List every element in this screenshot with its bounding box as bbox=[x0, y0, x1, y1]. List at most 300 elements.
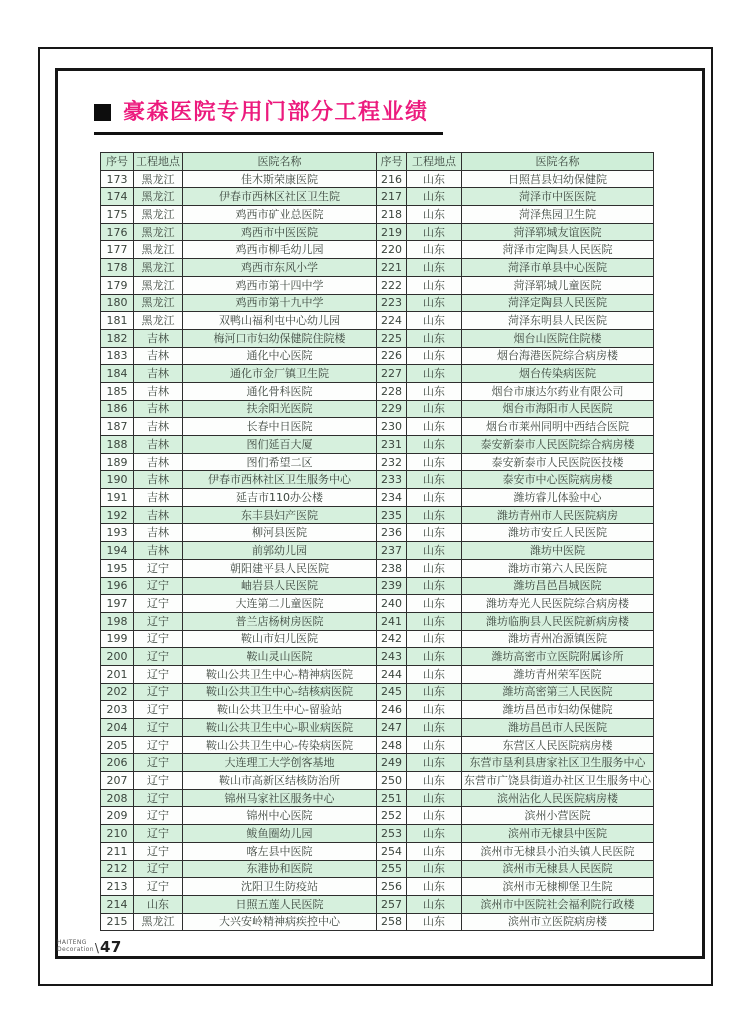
seq-cell: 186 bbox=[101, 400, 134, 418]
hospital-name-cell: 潍坊昌邑市妇幼保健院 bbox=[462, 701, 654, 719]
location-cell: 辽宁 bbox=[134, 577, 183, 595]
location-cell: 黑龙江 bbox=[134, 223, 183, 241]
seq-cell: 211 bbox=[101, 842, 134, 860]
location-cell: 山东 bbox=[407, 860, 462, 878]
hospital-name-cell: 滨州市中医院社会福利院行政楼 bbox=[462, 895, 654, 913]
seq-cell: 196 bbox=[101, 577, 134, 595]
seq-cell: 250 bbox=[377, 772, 407, 790]
seq-cell: 235 bbox=[377, 506, 407, 524]
location-cell: 黑龙江 bbox=[134, 188, 183, 206]
location-cell: 山东 bbox=[407, 825, 462, 843]
hospital-name-cell: 滨州市无棣县中医院 bbox=[462, 825, 654, 843]
table-row bbox=[101, 630, 654, 648]
location-cell: 山东 bbox=[407, 436, 462, 454]
location-cell: 山东 bbox=[407, 223, 462, 241]
seq-cell: 231 bbox=[377, 436, 407, 454]
location-cell: 黑龙江 bbox=[134, 294, 183, 312]
table-row bbox=[101, 489, 654, 507]
hospital-name-cell: 烟台海港医院综合病房楼 bbox=[462, 347, 654, 365]
seq-cell: 200 bbox=[101, 648, 134, 666]
hospital-name-cell: 潍坊市第六人民医院 bbox=[462, 559, 654, 577]
seq-cell: 214 bbox=[101, 895, 134, 913]
header-cell-seq: 序号 bbox=[377, 153, 407, 171]
seq-cell: 252 bbox=[377, 807, 407, 825]
location-cell: 辽宁 bbox=[134, 648, 183, 666]
seq-cell: 226 bbox=[377, 347, 407, 365]
hospital-name-cell: 菏泽定陶县人民医院 bbox=[462, 294, 654, 312]
table-row bbox=[101, 825, 654, 843]
table-row bbox=[101, 895, 654, 913]
seq-cell: 201 bbox=[101, 665, 134, 683]
hospital-name-cell: 泰安新泰市人民医院医技楼 bbox=[462, 453, 654, 471]
location-cell: 山东 bbox=[407, 772, 462, 790]
seq-cell: 243 bbox=[377, 648, 407, 666]
location-cell: 山东 bbox=[407, 400, 462, 418]
seq-cell: 240 bbox=[377, 595, 407, 613]
table-row bbox=[101, 559, 654, 577]
location-cell: 山东 bbox=[407, 719, 462, 737]
hospital-name-cell: 岫岩县人民医院 bbox=[183, 577, 377, 595]
seq-cell: 236 bbox=[377, 524, 407, 542]
table-row bbox=[101, 736, 654, 754]
hospital-name-cell: 菏泽市定陶县人民医院 bbox=[462, 241, 654, 259]
location-cell: 吉林 bbox=[134, 347, 183, 365]
hospital-name-cell: 烟台市海阳市人民医院 bbox=[462, 400, 654, 418]
header-cell-location: 工程地点 bbox=[134, 153, 183, 171]
seq-cell: 194 bbox=[101, 542, 134, 560]
seq-cell: 210 bbox=[101, 825, 134, 843]
hospital-name-cell: 鸡西市矿业总医院 bbox=[183, 206, 377, 224]
hospital-name-cell: 日照五莲人民医院 bbox=[183, 895, 377, 913]
location-cell: 山东 bbox=[407, 665, 462, 683]
location-cell: 山东 bbox=[407, 648, 462, 666]
location-cell: 山东 bbox=[407, 206, 462, 224]
seq-cell: 234 bbox=[377, 489, 407, 507]
hospital-name-cell: 潍坊高密市立医院附属诊所 bbox=[462, 648, 654, 666]
seq-cell: 190 bbox=[101, 471, 134, 489]
location-cell: 辽宁 bbox=[134, 559, 183, 577]
hospital-name-cell: 菏泽市单县中心医院 bbox=[462, 259, 654, 277]
location-cell: 辽宁 bbox=[134, 595, 183, 613]
location-cell: 吉林 bbox=[134, 436, 183, 454]
seq-cell: 209 bbox=[101, 807, 134, 825]
header-cell-hospital-name: 医院名称 bbox=[462, 153, 654, 171]
hospital-name-cell: 滨州沾化人民医院病房楼 bbox=[462, 789, 654, 807]
seq-cell: 175 bbox=[101, 206, 134, 224]
location-cell: 黑龙江 bbox=[134, 276, 183, 294]
seq-cell: 205 bbox=[101, 736, 134, 754]
table-row bbox=[101, 329, 654, 347]
hospital-name-cell: 鞍山公共卫生中心-精神病医院 bbox=[183, 665, 377, 683]
hospital-name-cell: 鸡西市东风小学 bbox=[183, 259, 377, 277]
table-row bbox=[101, 188, 654, 206]
location-cell: 山东 bbox=[407, 365, 462, 383]
hospital-name-cell: 菏泽东明县人民医院 bbox=[462, 312, 654, 330]
table-row bbox=[101, 842, 654, 860]
hospital-name-cell: 东丰县妇产医院 bbox=[183, 506, 377, 524]
table-row bbox=[101, 223, 654, 241]
hospital-name-cell: 潍坊临朐县人民医院新病房楼 bbox=[462, 612, 654, 630]
seq-cell: 176 bbox=[101, 223, 134, 241]
table-row bbox=[101, 542, 654, 560]
seq-cell: 178 bbox=[101, 259, 134, 277]
location-cell: 辽宁 bbox=[134, 612, 183, 630]
seq-cell: 208 bbox=[101, 789, 134, 807]
location-cell: 山东 bbox=[407, 347, 462, 365]
location-cell: 辽宁 bbox=[134, 719, 183, 737]
seq-cell: 221 bbox=[377, 259, 407, 277]
hospital-name-cell: 图们希望二区 bbox=[183, 453, 377, 471]
location-cell: 山东 bbox=[407, 294, 462, 312]
table-row bbox=[101, 365, 654, 383]
seq-cell: 197 bbox=[101, 595, 134, 613]
seq-cell: 213 bbox=[101, 878, 134, 896]
location-cell: 黑龙江 bbox=[134, 259, 183, 277]
table-row bbox=[101, 400, 654, 418]
hospital-name-cell: 通化中心医院 bbox=[183, 347, 377, 365]
location-cell: 山东 bbox=[407, 913, 462, 931]
seq-cell: 242 bbox=[377, 630, 407, 648]
hospital-name-cell: 鞍山公共卫生中心-传染病医院 bbox=[183, 736, 377, 754]
location-cell: 山东 bbox=[407, 807, 462, 825]
table-row bbox=[101, 453, 654, 471]
location-cell: 吉林 bbox=[134, 506, 183, 524]
seq-cell: 232 bbox=[377, 453, 407, 471]
projects-table bbox=[100, 152, 654, 931]
seq-cell: 207 bbox=[101, 772, 134, 790]
seq-cell: 203 bbox=[101, 701, 134, 719]
hospital-name-cell: 通化市金厂镇卫生院 bbox=[183, 365, 377, 383]
hospital-name-cell: 潍坊市安丘人民医院 bbox=[462, 524, 654, 542]
seq-cell: 177 bbox=[101, 241, 134, 259]
hospital-name-cell: 菏泽郓城友谊医院 bbox=[462, 223, 654, 241]
location-cell: 吉林 bbox=[134, 382, 183, 400]
hospital-name-cell: 烟台传染病医院 bbox=[462, 365, 654, 383]
hospital-name-cell: 泰安市中心医院病房楼 bbox=[462, 471, 654, 489]
seq-cell: 256 bbox=[377, 878, 407, 896]
seq-cell: 237 bbox=[377, 542, 407, 560]
hospital-name-cell: 烟台市康达尔药业有限公司 bbox=[462, 382, 654, 400]
page-title-block bbox=[94, 95, 443, 135]
location-cell: 辽宁 bbox=[134, 772, 183, 790]
hospital-name-cell: 伊春市西林社区卫生服务中心 bbox=[183, 471, 377, 489]
hospital-name-cell: 鸡西市第十四中学 bbox=[183, 276, 377, 294]
header-cell-hospital-name: 医院名称 bbox=[183, 153, 377, 171]
seq-cell: 219 bbox=[377, 223, 407, 241]
hospital-name-cell: 东营市广饶县街道办社区卫生服务中心 bbox=[462, 772, 654, 790]
seq-cell: 224 bbox=[377, 312, 407, 330]
table-row bbox=[101, 860, 654, 878]
table-row bbox=[101, 612, 654, 630]
location-cell: 黑龙江 bbox=[134, 241, 183, 259]
table-row bbox=[101, 789, 654, 807]
location-cell: 山东 bbox=[407, 471, 462, 489]
location-cell: 山东 bbox=[407, 453, 462, 471]
hospital-name-cell: 潍坊青州市人民医院病房 bbox=[462, 506, 654, 524]
table-row bbox=[101, 648, 654, 666]
table-row bbox=[101, 294, 654, 312]
table-row bbox=[101, 259, 654, 277]
table-row bbox=[101, 577, 654, 595]
location-cell: 山东 bbox=[407, 878, 462, 896]
hospital-name-cell: 沈阳卫生防疫站 bbox=[183, 878, 377, 896]
location-cell: 山东 bbox=[407, 895, 462, 913]
location-cell: 山东 bbox=[407, 542, 462, 560]
seq-cell: 198 bbox=[101, 612, 134, 630]
seq-cell: 258 bbox=[377, 913, 407, 931]
hospital-name-cell: 烟台山医院住院楼 bbox=[462, 329, 654, 347]
table-row bbox=[101, 276, 654, 294]
hospital-name-cell: 潍坊高密第三人民医院 bbox=[462, 683, 654, 701]
table-row bbox=[101, 312, 654, 330]
table-row bbox=[101, 418, 654, 436]
seq-cell: 204 bbox=[101, 719, 134, 737]
location-cell: 山东 bbox=[407, 188, 462, 206]
seq-cell: 245 bbox=[377, 683, 407, 701]
seq-cell: 218 bbox=[377, 206, 407, 224]
hospital-name-cell: 鞍山公共卫生中心-留验站 bbox=[183, 701, 377, 719]
seq-cell: 255 bbox=[377, 860, 407, 878]
seq-cell: 199 bbox=[101, 630, 134, 648]
hospital-name-cell: 通化骨科医院 bbox=[183, 382, 377, 400]
hospital-name-cell: 东营区人民医院病房楼 bbox=[462, 736, 654, 754]
hospital-name-cell: 双鸭山福利屯中心幼儿园 bbox=[183, 312, 377, 330]
location-cell: 山东 bbox=[407, 259, 462, 277]
projects-table-body bbox=[101, 170, 654, 931]
hospital-name-cell: 泰安新泰市人民医院综合病房楼 bbox=[462, 436, 654, 454]
hospital-name-cell: 鞍山市高新区结核防治所 bbox=[183, 772, 377, 790]
location-cell: 辽宁 bbox=[134, 665, 183, 683]
location-cell: 辽宁 bbox=[134, 630, 183, 648]
seq-cell: 187 bbox=[101, 418, 134, 436]
location-cell: 吉林 bbox=[134, 400, 183, 418]
hospital-name-cell: 鸡西市中医医院 bbox=[183, 223, 377, 241]
seq-cell: 202 bbox=[101, 683, 134, 701]
seq-cell: 192 bbox=[101, 506, 134, 524]
table-row bbox=[101, 170, 654, 188]
location-cell: 吉林 bbox=[134, 418, 183, 436]
hospital-name-cell: 图们延百大厦 bbox=[183, 436, 377, 454]
hospital-name-cell: 滨州市无棣县人民医院 bbox=[462, 860, 654, 878]
table-row bbox=[101, 807, 654, 825]
hospital-name-cell: 普兰店杨树房医院 bbox=[183, 612, 377, 630]
seq-cell: 217 bbox=[377, 188, 407, 206]
hospital-name-cell: 鞍山公共卫生中心-职业病医院 bbox=[183, 719, 377, 737]
hospital-name-cell: 鲅鱼圈幼儿园 bbox=[183, 825, 377, 843]
location-cell: 辽宁 bbox=[134, 825, 183, 843]
location-cell: 黑龙江 bbox=[134, 206, 183, 224]
seq-cell: 222 bbox=[377, 276, 407, 294]
table-row bbox=[101, 772, 654, 790]
hospital-name-cell: 前郭幼儿园 bbox=[183, 542, 377, 560]
seq-cell: 249 bbox=[377, 754, 407, 772]
location-cell: 辽宁 bbox=[134, 860, 183, 878]
location-cell: 山东 bbox=[407, 382, 462, 400]
seq-cell: 233 bbox=[377, 471, 407, 489]
location-cell: 吉林 bbox=[134, 453, 183, 471]
location-cell: 黑龙江 bbox=[134, 913, 183, 931]
hospital-name-cell: 烟台市莱州同明中西结合医院 bbox=[462, 418, 654, 436]
table-row bbox=[101, 241, 654, 259]
hospital-name-cell: 鞍山市妇儿医院 bbox=[183, 630, 377, 648]
seq-cell: 189 bbox=[101, 453, 134, 471]
seq-cell: 182 bbox=[101, 329, 134, 347]
location-cell: 山东 bbox=[407, 754, 462, 772]
seq-cell: 215 bbox=[101, 913, 134, 931]
brand-line-1: HAITENG bbox=[57, 939, 87, 947]
hospital-name-cell: 菏泽郓城儿童医院 bbox=[462, 276, 654, 294]
hospital-name-cell: 长春中日医院 bbox=[183, 418, 377, 436]
hospital-name-cell: 梅河口市妇幼保健院住院楼 bbox=[183, 329, 377, 347]
hospital-name-cell: 滨州市无棣县小泊头镇人民医院 bbox=[462, 842, 654, 860]
hospital-name-cell: 东营市垦利县唐家社区卫生服务中心 bbox=[462, 754, 654, 772]
location-cell: 辽宁 bbox=[134, 807, 183, 825]
table-row bbox=[101, 754, 654, 772]
hospital-name-cell: 朝阳建平县人民医院 bbox=[183, 559, 377, 577]
seq-cell: 188 bbox=[101, 436, 134, 454]
seq-cell: 239 bbox=[377, 577, 407, 595]
hospital-name-cell: 滨州市立医院病房楼 bbox=[462, 913, 654, 931]
location-cell: 山东 bbox=[407, 577, 462, 595]
seq-cell: 229 bbox=[377, 400, 407, 418]
table-row bbox=[101, 471, 654, 489]
seq-cell: 220 bbox=[377, 241, 407, 259]
hospital-name-cell: 锦州马家社区服务中心 bbox=[183, 789, 377, 807]
location-cell: 辽宁 bbox=[134, 789, 183, 807]
hospital-name-cell: 滨州市无棣柳堡卫生院 bbox=[462, 878, 654, 896]
table-row bbox=[101, 683, 654, 701]
seq-cell: 195 bbox=[101, 559, 134, 577]
seq-cell: 225 bbox=[377, 329, 407, 347]
location-cell: 山东 bbox=[407, 683, 462, 701]
table-row bbox=[101, 878, 654, 896]
location-cell: 山东 bbox=[407, 329, 462, 347]
brand-slash-mark: \ bbox=[94, 941, 99, 955]
page-number: 47 bbox=[99, 938, 122, 956]
seq-cell: 184 bbox=[101, 365, 134, 383]
hospital-name-cell: 延吉市110办公楼 bbox=[183, 489, 377, 507]
bullet-square-icon bbox=[94, 104, 111, 121]
location-cell: 辽宁 bbox=[134, 754, 183, 772]
seq-cell: 212 bbox=[101, 860, 134, 878]
location-cell: 吉林 bbox=[134, 329, 183, 347]
hospital-name-cell: 潍坊昌邑昌城医院 bbox=[462, 577, 654, 595]
seq-cell: 254 bbox=[377, 842, 407, 860]
hospital-name-cell: 大连第二儿童医院 bbox=[183, 595, 377, 613]
hospital-name-cell: 鞍山公共卫生中心-结核病医院 bbox=[183, 683, 377, 701]
brand-logo-text bbox=[57, 940, 94, 956]
seq-cell: 180 bbox=[101, 294, 134, 312]
location-cell: 辽宁 bbox=[134, 683, 183, 701]
table-header-row bbox=[101, 153, 654, 171]
hospital-name-cell: 大连理工大学创客基地 bbox=[183, 754, 377, 772]
seq-cell: 216 bbox=[377, 170, 407, 188]
location-cell: 山东 bbox=[407, 489, 462, 507]
seq-cell: 228 bbox=[377, 382, 407, 400]
table-row bbox=[101, 701, 654, 719]
seq-cell: 174 bbox=[101, 188, 134, 206]
seq-cell: 257 bbox=[377, 895, 407, 913]
hospital-name-cell: 潍坊青州冶源镇医院 bbox=[462, 630, 654, 648]
hospital-name-cell: 潍坊睿儿体验中心 bbox=[462, 489, 654, 507]
location-cell: 山东 bbox=[407, 612, 462, 630]
location-cell: 辽宁 bbox=[134, 842, 183, 860]
table-row bbox=[101, 382, 654, 400]
seq-cell: 227 bbox=[377, 365, 407, 383]
location-cell: 吉林 bbox=[134, 365, 183, 383]
hospital-name-cell: 锦州中心医院 bbox=[183, 807, 377, 825]
location-cell: 山东 bbox=[407, 312, 462, 330]
table-row bbox=[101, 506, 654, 524]
hospital-name-cell: 滨州小营医院 bbox=[462, 807, 654, 825]
header-cell-seq: 序号 bbox=[101, 153, 134, 171]
hospital-name-cell: 鞍山灵山医院 bbox=[183, 648, 377, 666]
location-cell: 山东 bbox=[407, 630, 462, 648]
seq-cell: 251 bbox=[377, 789, 407, 807]
brand-line-2: Decoration bbox=[57, 946, 94, 954]
hospital-name-cell: 东港协和医院 bbox=[183, 860, 377, 878]
location-cell: 山东 bbox=[407, 701, 462, 719]
seq-cell: 173 bbox=[101, 170, 134, 188]
hospital-name-cell: 柳河县医院 bbox=[183, 524, 377, 542]
location-cell: 吉林 bbox=[134, 542, 183, 560]
page-footer bbox=[57, 938, 122, 956]
location-cell: 山东 bbox=[407, 559, 462, 577]
location-cell: 吉林 bbox=[134, 489, 183, 507]
page-title: 豪森医院专用门部分工程业绩 bbox=[123, 100, 429, 125]
hospital-name-cell: 菏泽焦园卫生院 bbox=[462, 206, 654, 224]
table-row bbox=[101, 436, 654, 454]
seq-cell: 183 bbox=[101, 347, 134, 365]
location-cell: 辽宁 bbox=[134, 736, 183, 754]
location-cell: 山东 bbox=[407, 506, 462, 524]
location-cell: 山东 bbox=[407, 789, 462, 807]
location-cell: 山东 bbox=[407, 418, 462, 436]
table-row bbox=[101, 595, 654, 613]
hospital-name-cell: 潍坊中医院 bbox=[462, 542, 654, 560]
location-cell: 山东 bbox=[407, 842, 462, 860]
hospital-name-cell: 扶余阳光医院 bbox=[183, 400, 377, 418]
hospital-name-cell: 日照莒县妇幼保健院 bbox=[462, 170, 654, 188]
table-row bbox=[101, 719, 654, 737]
location-cell: 山东 bbox=[407, 241, 462, 259]
location-cell: 辽宁 bbox=[134, 878, 183, 896]
location-cell: 山东 bbox=[407, 736, 462, 754]
location-cell: 黑龙江 bbox=[134, 170, 183, 188]
hospital-name-cell: 大兴安岭精神病疾控中心 bbox=[183, 913, 377, 931]
location-cell: 黑龙江 bbox=[134, 312, 183, 330]
hospital-name-cell: 喀左县中医院 bbox=[183, 842, 377, 860]
seq-cell: 185 bbox=[101, 382, 134, 400]
hospital-name-cell: 佳木斯荣康医院 bbox=[183, 170, 377, 188]
hospital-name-cell: 潍坊青州荣军医院 bbox=[462, 665, 654, 683]
table-row bbox=[101, 206, 654, 224]
location-cell: 辽宁 bbox=[134, 701, 183, 719]
location-cell: 山东 bbox=[407, 524, 462, 542]
location-cell: 山东 bbox=[407, 595, 462, 613]
seq-cell: 241 bbox=[377, 612, 407, 630]
location-cell: 山东 bbox=[407, 276, 462, 294]
seq-cell: 230 bbox=[377, 418, 407, 436]
hospital-name-cell: 鸡西市第十九中学 bbox=[183, 294, 377, 312]
location-cell: 吉林 bbox=[134, 524, 183, 542]
seq-cell: 181 bbox=[101, 312, 134, 330]
seq-cell: 223 bbox=[377, 294, 407, 312]
seq-cell: 191 bbox=[101, 489, 134, 507]
hospital-name-cell: 菏泽市中医医院 bbox=[462, 188, 654, 206]
table-row bbox=[101, 913, 654, 931]
table-row bbox=[101, 665, 654, 683]
